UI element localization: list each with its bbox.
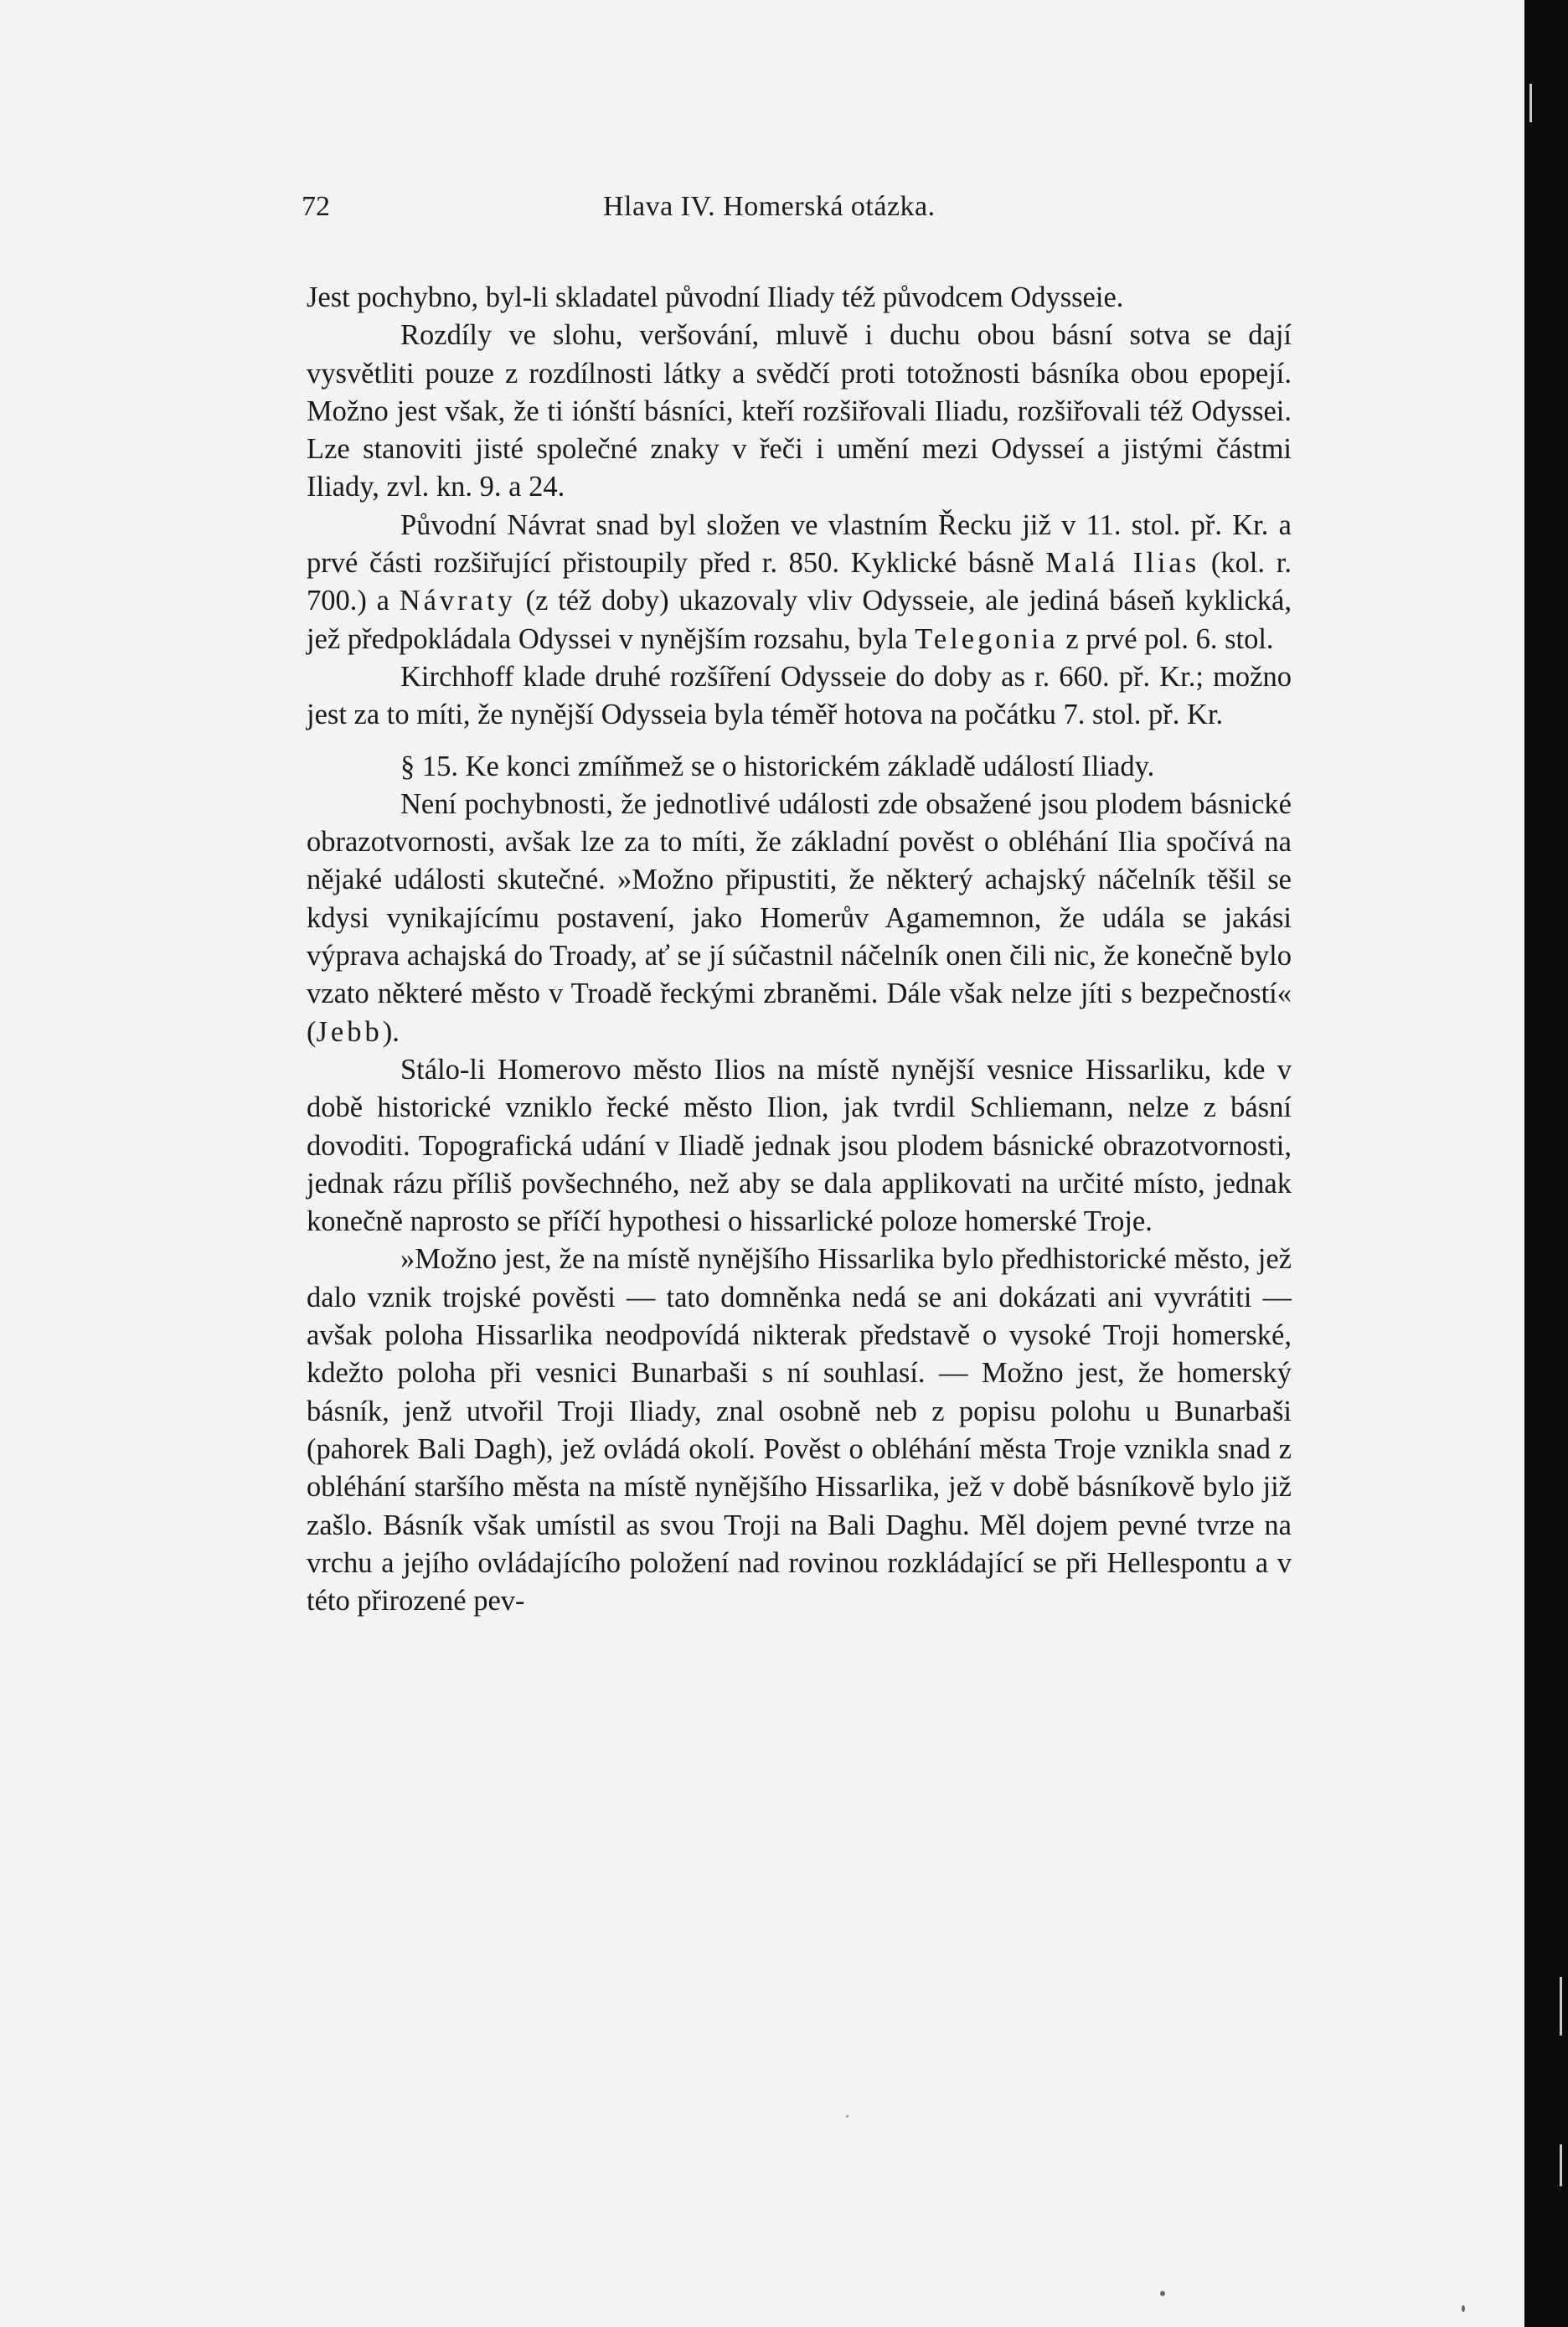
page-number: 72: [302, 191, 330, 222]
edge-mark: [1529, 84, 1532, 122]
paragraph-text: (z též doby) ukazovaly vliv Odysseie, ale jediná báseň kyklická, jež předpokládala Odyssei v nynějším rozsahu, byla: [307, 585, 1292, 655]
paragraph-kirchhoff: [307, 658, 1292, 735]
title-mala-ilias: Malá Ilias: [1045, 547, 1200, 580]
section-heading: § 15. Ke konci zmíňmež se o historickém základě událostí Iliady.: [400, 750, 1155, 782]
paragraph-text: Původní Návrat snad byl složen ve vlastním Řecku již v 11. stol. př. Kr. a prvé části rozšiřující přistoupily před r. 850. Kyklické básně: [307, 508, 1292, 580]
edge-mark: [1560, 1977, 1562, 2035]
paragraph-hissarlik: [307, 1051, 1292, 1241]
text-body: [307, 279, 1292, 1620]
paragraph-authorship: [307, 279, 1292, 317]
paragraph-section-15: [307, 748, 1292, 786]
paragraph-text: »Možno jest, že na místě nynějšího Hissarlika bylo předhistorické město, jež dalo vznik trojské pověsti — tato domněnka nedá se ani dokázati ani vyvrátiti — avšak poloha Hissarlika neodpovídá nikterak představě o vysoké Troji homerské, kdežto poloha při vesnici Bunarbaši s ní souhlasí. — Možno jest, že homerský básník, jenž utvořil Troji Iliady, znal osobně neb z popisu polohu u Bunarbaši (pahorek Bali Dagh), jež ovládá okolí. Pověst o obléhání města Troje vznikla snad z obléhání staršího města na místě nynějšího Hissarlika, jež v době básníkově bylo již zašlo. Básník však umístil as svou Troji na Bali Daghu. Měl dojem pevné tvrze na vrchu a jejího ovládajícího položení nad rovinou rozkládající se při Hellespontu a v této přirozené pev-: [307, 1243, 1292, 1618]
paragraph-text: Kirchhoff klade druhé rozšíření Odysseie do doby as r. 660. př. Kr.; možno jest za to míti, že nynější Odysseia byla téměř hotova na počátku 7. stol. př. Kr.: [307, 660, 1292, 731]
paragraph-text: Není pochybnosti, že jednotlivé události zde obsažené jsou plodem básnické obrazotvornosti, avšak lze za to míti, že základní pověst o obléhání Ilia spočívá na nějaké události skutečné. »Možno připustiti, že některý achajský náčelník těšil se kdysi vynikajícímu postavení, jako Homerův Agamemnon, že udála se jakási výprava achajská do Troady, ať se jí súčastnil náčelník onen čili nic, že konečně bylo vzato některé město v Troadě řeckými zbraněmi. Dále však nelze jíti s bezpečností« (: [307, 787, 1292, 1048]
paragraph-text: Stálo-li Homerovo město Ilios na místě nynější vesnice Hissarliku, kde v době historické vzniklo řecké město Ilion, jak tvrdil Schliemann, nelze z básní dovoditi. Topografická udání v Iliadě jednak jsou plodem básnické obrazotvornosti, jednak rázu příliš povšechného, než aby se dala applikovati na určité místo, jednak konečně naprosto se příčí hypothesi o hissarlické poloze homerské Troje.: [307, 1053, 1292, 1238]
paragraph-text: Rozdíly ve slohu, veršování, mluvě i duchu obou básní sotva se dají vysvětliti pouze z rozdílnosti látky a svědčí proti totožnosti básníka obou epopejí. Možno jest však, že ti iónští básníci, kteří rozšiřovali Iliadu, rozšiřovali též Odyssei. Lze stanoviti jisté společné znaky v řeči i umění mezi Odysseí a jistými částmi Iliady, zvl. kn. 9. a 24.: [307, 319, 1292, 503]
scan-speck: [1160, 2291, 1165, 2296]
citation-jebb: Jebb: [316, 1015, 383, 1048]
paragraph-text: Jest pochybno, byl-li skladatel původní Iliady též původcem Odysseie.: [307, 281, 1124, 313]
running-head: Hlava IV. Homerská otázka.: [603, 191, 936, 222]
paragraph-historical-basis: [307, 786, 1292, 1051]
page-header: [302, 191, 1290, 233]
paragraph-bunarbasi: [307, 1241, 1292, 1620]
edge-mark: [1560, 2144, 1562, 2186]
paragraph-text: (kol. r. 700.) a: [307, 547, 1292, 617]
paragraph-original-return: [307, 507, 1292, 658]
title-navraty: Návraty: [399, 585, 516, 617]
scan-speck: [1462, 2305, 1465, 2312]
paragraph-differences: [307, 317, 1292, 506]
scan-speck: [846, 2115, 848, 2118]
paragraph-text: ).: [382, 1015, 400, 1048]
title-telegonia: Telegonia: [915, 622, 1059, 655]
paragraph-text: z prvé pol. 6. stol.: [1058, 622, 1274, 655]
